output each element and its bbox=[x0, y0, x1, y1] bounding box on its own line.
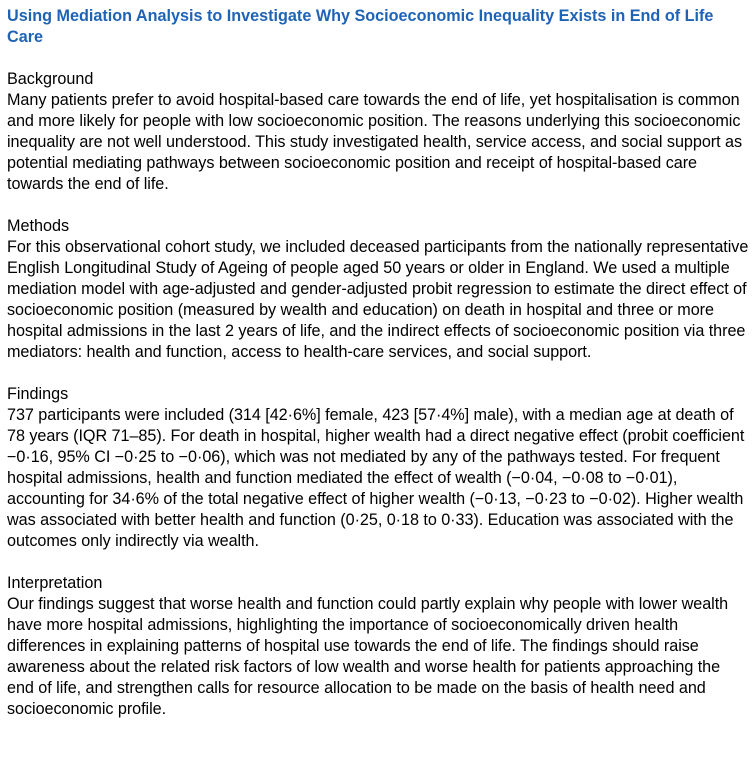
section-heading-interpretation: Interpretation bbox=[7, 574, 103, 592]
section-background bbox=[7, 69, 749, 195]
section-text-findings: 737 participants were included (314 [42·6%] female, 423 [57·4%] male), with a median age at death of 78 years (IQR 71–85). For death in hospital, higher wealth had a direct negative effect (probit coefficient −0·16, 95% CI −0·25 to −0·06), which was not mediated by any of the pathways tested. For frequent hospital admissions, health and function mediated the effect of wealth (−0·04, −0·08 to −0·01), accounting for 34·6% of the total negative effect of higher wealth (−0·13, −0·23 to −0·02). Higher wealth was associated with better health and function (0·25, 0·18 to 0·33). Education was associated with the outcomes only indirectly via wealth. bbox=[7, 406, 745, 550]
section-findings bbox=[7, 384, 749, 552]
section-text-background: Many patients prefer to avoid hospital-based care towards the end of life, yet hospitalisation is common and more likely for people with low socioeconomic position. The reasons underlying this socioeconomic inequality are not well understood. This study investigated health, service access, and social support as potential mediating pathways between socioeconomic position and receipt of hospital-based care towards the end of life. bbox=[7, 91, 742, 193]
section-heading-methods: Methods bbox=[7, 217, 70, 235]
section-text-methods: For this observational cohort study, we included deceased participants from the nationally representative English Longitudinal Study of Ageing of people aged 50 years or older in England. We used a multiple mediation model with age-adjusted and gender-adjusted probit regression to estimate the direct effect of socioeconomic position (measured by wealth and education) on death in hospital and three or more hospital admissions in the last 2 years of life, and the indirect effects of socioeconomic position via three mediators: health and function, access to health-care services, and social support. bbox=[7, 238, 749, 361]
section-text-interpretation: Our findings suggest that worse health and function could partly explain why people with lower wealth have more hospital admissions, highlighting the importance of socioeconomically driven health differences in explaining patterns of hospital use towards the end of life. The findings should raise awareness about the related risk factors of low wealth and worse health for patients approaching the end of life, and strengthen calls for resource allocation to be made on the basis of health need and socioeconomic profile. bbox=[7, 595, 729, 718]
section-heading-background: Background bbox=[7, 70, 94, 88]
section-interpretation bbox=[7, 573, 749, 720]
section-methods bbox=[7, 216, 749, 363]
section-heading-findings: Findings bbox=[7, 385, 69, 403]
paper-title: Using Mediation Analysis to Investigate Why Socioeconomic Inequality Exists in End of Life Care bbox=[7, 7, 714, 46]
